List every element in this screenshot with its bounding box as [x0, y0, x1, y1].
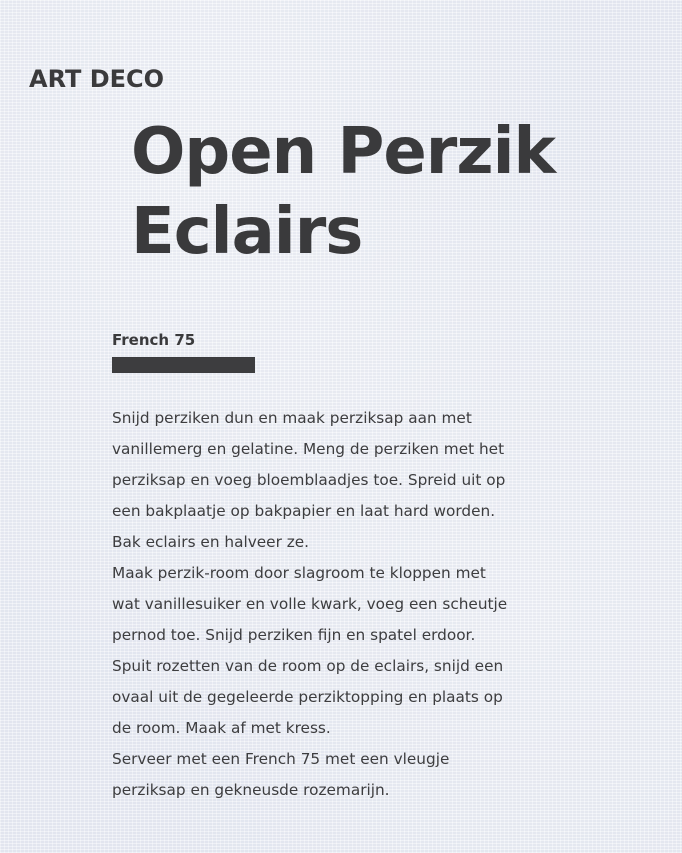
text-line: vanillemerg en gelatine. Meng de perziken met het [112, 440, 505, 458]
text-line: de room. Maak af met kress. [112, 719, 331, 737]
text-line: wat vanillesuiker en volle kwark, voeg een scheutje [112, 595, 508, 613]
text-line: Bak eclairs en halveer ze. [112, 533, 310, 551]
text-line: perziksap en voeg bloemblaadjes toe. Spreid uit op [112, 471, 506, 489]
category-label: ART DECO [29, 65, 165, 93]
text-line: ovaal uit de gegeleerde perziktopping en plaats op [112, 688, 503, 706]
recipe-title [131, 112, 651, 272]
text-line: Serveer met een French 75 met een vleugje [112, 750, 450, 768]
text-line: Spuit rozetten van de room op de eclairs, snijd een [112, 657, 504, 675]
recipe-instructions [112, 403, 542, 806]
instruction-paragraph-2 [112, 558, 542, 744]
text-line: een bakplaatje op bakpapier en laat hard worden. [112, 502, 496, 520]
text-line: perziksap en gekneusde rozemarijn. [112, 781, 390, 799]
recipe-title-line-1: Open Perzik [131, 115, 556, 189]
text-line: pernod toe. Snijd perziken fijn en spatel erdoor. [112, 626, 476, 644]
drink-pairing-heading: French 75 [112, 331, 196, 349]
instruction-paragraph-1 [112, 403, 542, 558]
heading-underline-bar [112, 357, 255, 373]
instruction-paragraph-3 [112, 744, 542, 806]
text-line: Snijd perziken dun en maak perziksap aan met [112, 409, 472, 427]
text-line: Maak perzik-room door slagroom te kloppen met [112, 564, 486, 582]
recipe-title-line-2: Eclairs [131, 195, 363, 269]
